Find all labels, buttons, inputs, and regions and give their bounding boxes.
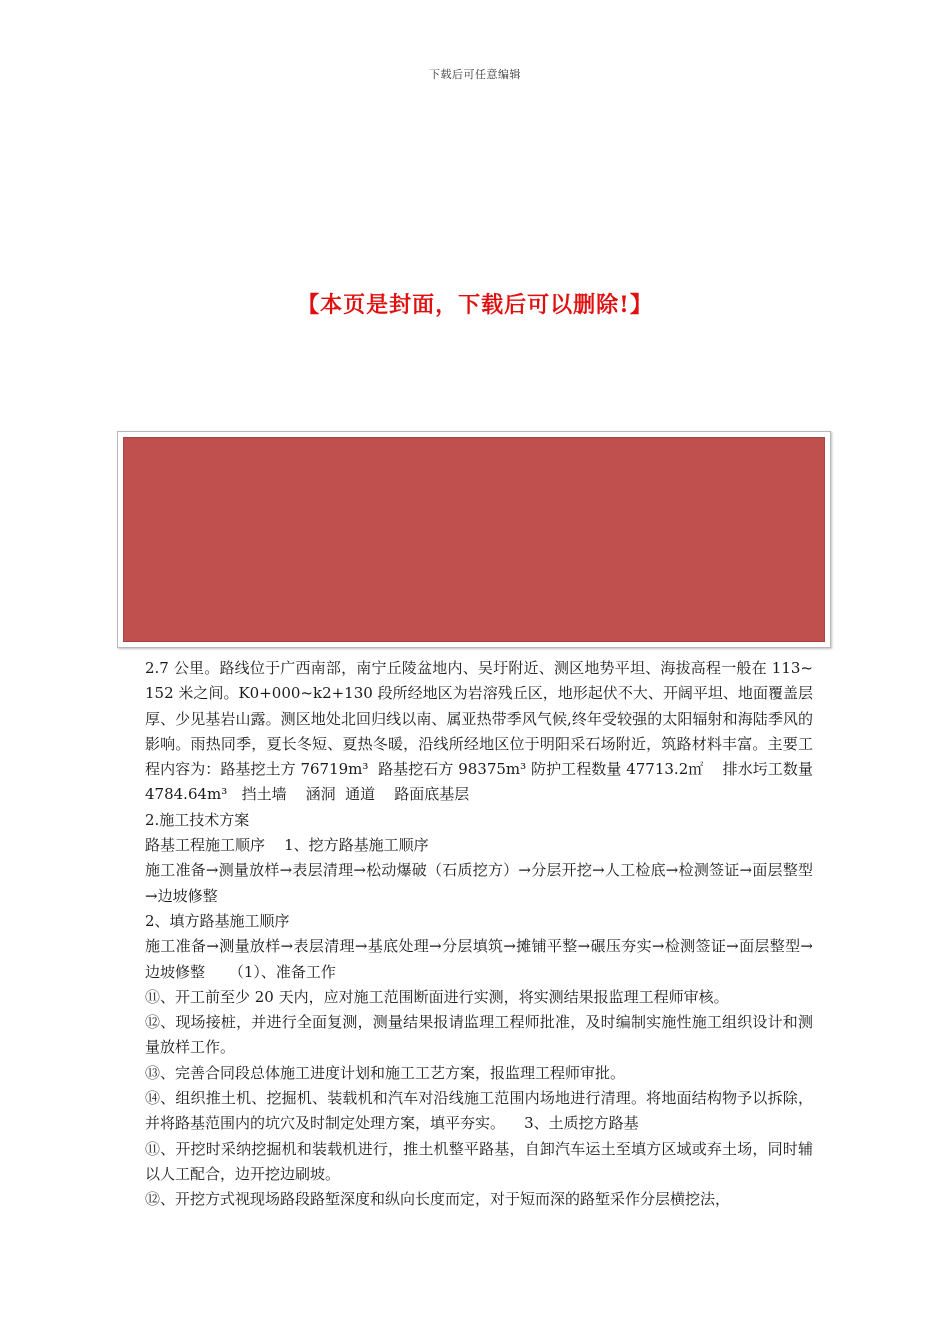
list-item-11-excavation: ⑪、开挖时采纳挖掘机和装载机进行，推土机整平路基，自卸汽车运土至填方区域或弃土场，同时辅以人工配合，边开挖边刷坡。 [145, 1139, 813, 1183]
paragraph-fill-heading: 2、填方路基施工顺序 [145, 911, 290, 930]
document-body [145, 656, 818, 1213]
paragraph-fill-sequence: 施工准备→测量放样→表层清理→基底处理→分层填筑→摊铺平整→碾压夯实→检测签证→面层整型→边坡修整 （1）、准备工作 [145, 937, 813, 981]
list-item-14-clearing: ⑭、组织推土机、挖掘机、装载机和汽车对沿线施工范围内场地进行清理。将地面结构物予以拆除，并将路基范围内的坑穴及时制定处理方案，填平夯实。 3、土质挖方路基 [145, 1089, 813, 1133]
paragraph-cut-sequence: 施工准备→测量放样→表层清理→松动爆破（石质挖方）→分层开挖→人工检底→检测签证→面层整型→边坡修整 [145, 861, 813, 905]
list-item-12-stake: ⑫、现场接桩，并进行全面复测，测量结果报请监理工程师批准，及时编制实施性施工组织设计和测量放样工作。 [145, 1013, 813, 1057]
paragraph-subgrade-sequence-heading: 路基工程施工顺序 1、挖方路基施工顺序 [145, 836, 429, 855]
list-item-12-excavation-method: ⑫、开挖方式视现场路段路堑深度和纵向长度而定，对于短而深的路堑采作分层横挖法， [145, 1190, 731, 1209]
cover-banner [123, 437, 825, 642]
page-header: 下载后可任意编辑 [429, 68, 521, 81]
paragraph-route-overview: 2.7 公里。路线位于广西南部，南宁丘陵盆地内、吴圩附近、测区地势平坦、海拔高程一般在 113~152 米之间。K0+000~k2+130 段所经地区为岩溶残丘区，地形起伏不大、开阔平坦、地面覆盖层厚、少见基岩山露。测区地处北回归线以南、属亚热带季风气候,终年受较强的太阳辐射和海陆季风的影响。雨热同季，夏长冬短、夏热冬暖，沿线所经地区位于明阳采石场附近，筑路材料丰富。主要工程内容为：路基挖土方 76719m³ 路基挖石方 98375m³ 防护工程数量 47713.2㎡ 排水圬工数量 4784.64m³ 挡土墙 涵洞 通道 路面底基层 [145, 659, 818, 804]
cover-delete-notice: 【本页是封面，下载后可以删除!】 [297, 292, 653, 318]
list-item-13-schedule: ⑬、完善合同段总体施工进度计划和施工工艺方案，报监理工程师审批。 [145, 1063, 626, 1082]
section-heading-construction-plan: 2.施工技术方案 [145, 810, 250, 829]
list-item-11-survey: ⑪、开工前至少 20 天内，应对施工范围断面进行实测，将实测结果报监理工程师审核。 [145, 987, 729, 1006]
cover-banner-frame [117, 431, 831, 648]
